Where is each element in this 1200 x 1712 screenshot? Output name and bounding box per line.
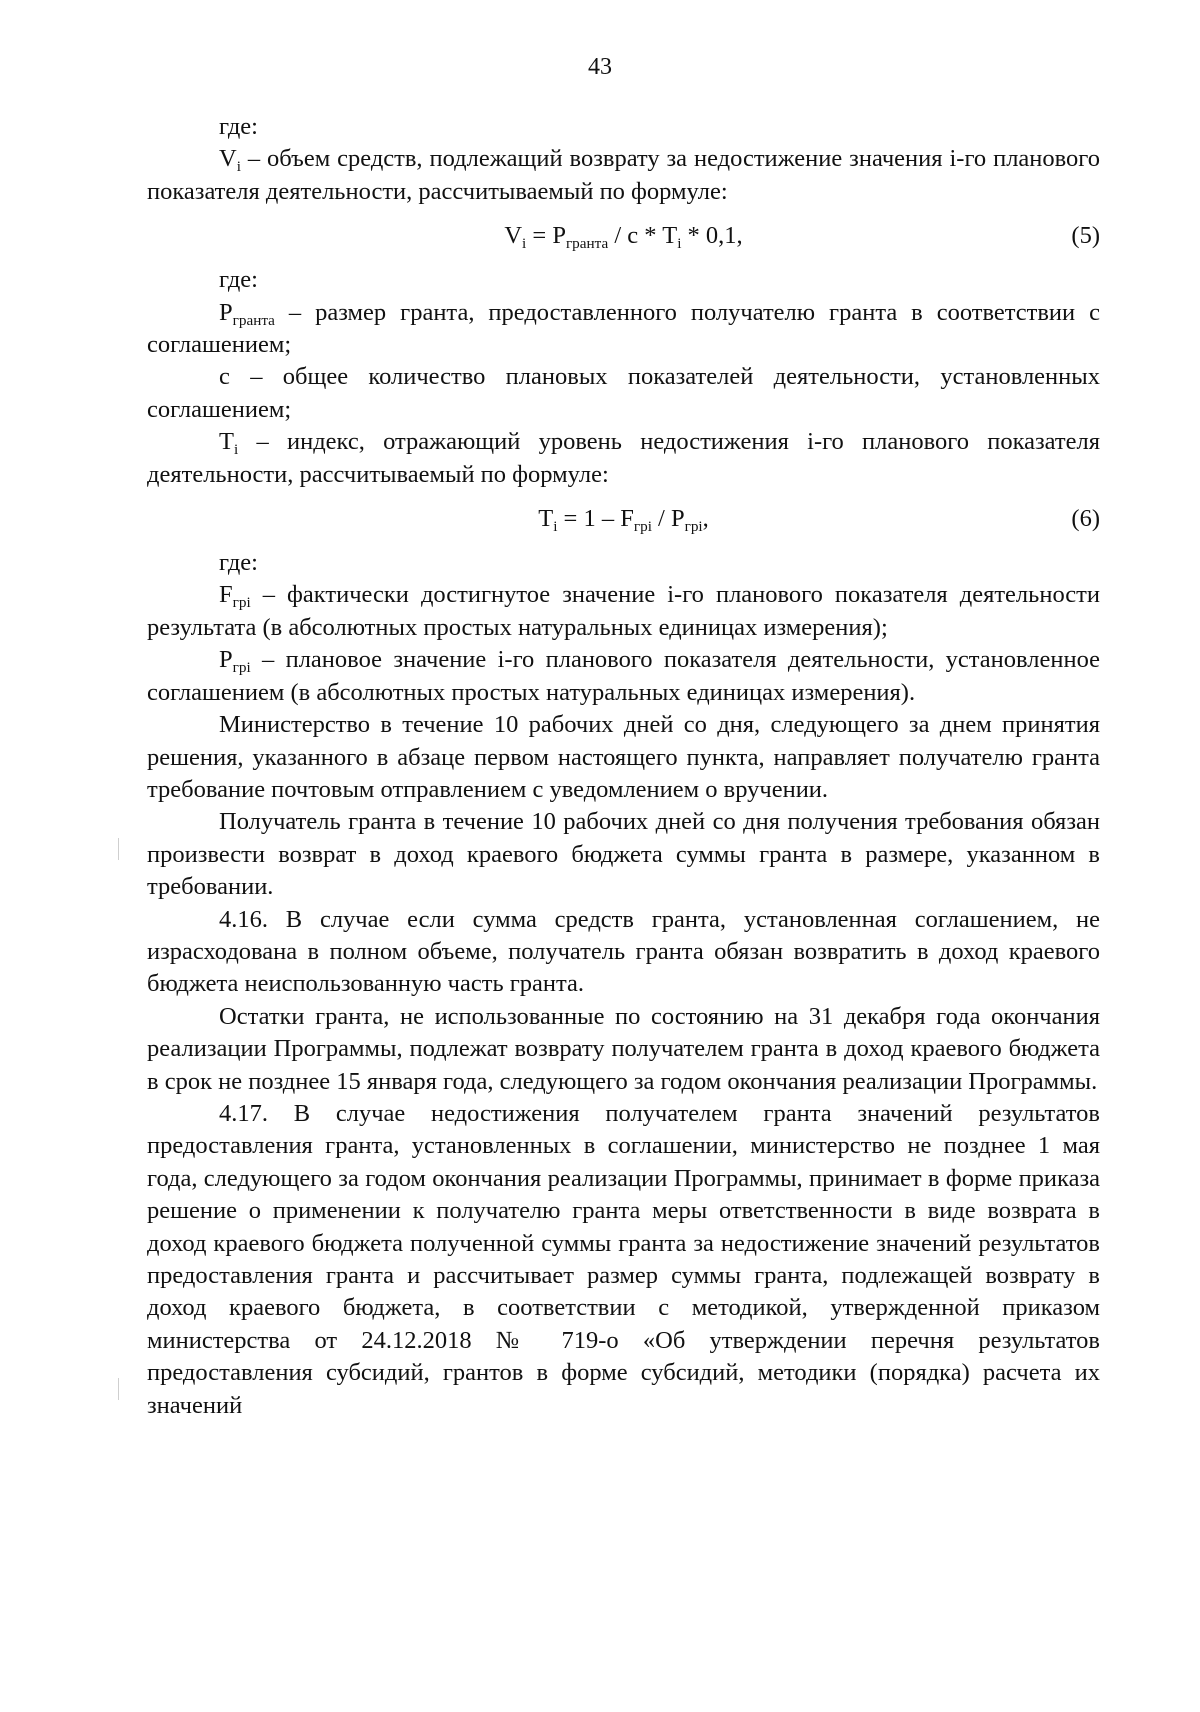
formula-subscript: грi	[684, 517, 703, 535]
formula-part: / P	[651, 505, 685, 533]
formula-expression	[147, 501, 1100, 537]
subscript: i	[233, 441, 239, 459]
paragraph-4-17: 4.17. В случае недостижения получателем гранта значений результатов предоставления гранта, установленных в соглашении, министерство не позднее 1 мая года, следующего за годом окончания реализации Программы, принимает в форме приказа решение о применении к получателю гранта меры ответственности в виде возврата в доход краевого бюджета полученной суммы гранта за недостижение значений результатов предоставления гранта и рассчитывает размер суммы гранта, подлежащей возврату в доход краевого бюджета, в соответствии с методикой, утвержденной приказом министерства от 24.12.2018 № 719-о «Об утверждении перечня результатов предоставления субсидий, грантов в форме субсидий, методики (порядка) расчета их значений	[147, 1099, 1100, 1419]
symbol: P	[219, 298, 233, 326]
formula-number: (5)	[1071, 222, 1100, 250]
formula-part: ,	[702, 505, 709, 533]
definition-fgri	[147, 579, 1100, 644]
formula-part: * 0,1,	[681, 222, 743, 250]
where-label: где:	[219, 113, 258, 140]
definition-pgranta	[147, 297, 1100, 362]
paragraph-ministry-notice: Министерство в течение 10 рабочих дней со дня, следующего за днем принятия решения, указанного в абзаце первом настоящего пункта, направляет получателю гранта требование почтовым отправлением с уведомлением о вручении.	[147, 711, 1100, 803]
formula-6	[147, 501, 1100, 537]
subscript: гранта	[232, 311, 275, 329]
paragraph-recipient-refund: Получатель гранта в течение 10 рабочих дней со дня получения требования обязан произвести возврат в доход краевого бюджета суммы гранта в размере, указанном в требовании.	[147, 808, 1100, 901]
paragraph-4-16: 4.16. В случае если сумма средств гранта, установленная соглашением, не израсходована в полном объеме, получатель гранта обязан возвратить в доход краевого бюджета неиспользованную часть гранта.	[147, 905, 1100, 998]
scan-artifact-mark	[118, 838, 119, 860]
page-number: 43	[588, 54, 612, 80]
definition-pgri	[147, 644, 1100, 709]
subscript: грi	[232, 594, 251, 612]
symbol: T	[219, 428, 234, 456]
formula-part: = P	[526, 222, 566, 250]
where-label: где:	[219, 266, 258, 294]
symbol: P	[219, 646, 233, 674]
subscript: i	[236, 158, 241, 176]
formula-expression	[147, 218, 1100, 254]
paragraph-grant-remains: Остатки гранта, не использованные по состоянию на 31 декабря года окончания реализации Программы, подлежат возврату получателем гранта в доход краевого бюджета в срок не позднее 15 января года, следующего за годом окончания реализации Программы.	[147, 1002, 1100, 1095]
where-label: где:	[219, 549, 258, 577]
definition-text: – индекс, отражающий уровень недостижения i-го планового показателя деятельности, рассчитываемый по формуле:	[147, 428, 1100, 488]
formula-part: / c * T	[608, 222, 678, 250]
formula-subscript: i	[677, 235, 682, 253]
formula-part: V	[504, 222, 523, 250]
document-body	[147, 111, 1100, 1422]
definition-text: – плановое значение i-го планового показателя деятельности, установленное соглашением (в абсолютных простых натуральных единицах измерения).	[147, 646, 1100, 706]
definition-ti	[147, 426, 1100, 491]
formula-number: (6)	[1071, 505, 1100, 533]
formula-part: T	[538, 505, 554, 533]
formula-subscript: грi	[633, 517, 652, 535]
definition-vi	[147, 143, 1100, 208]
formula-subscript: i	[553, 517, 558, 535]
formula-subscript: гранта	[565, 235, 609, 253]
scan-artifact-mark	[118, 1378, 119, 1400]
symbol: V	[219, 145, 237, 173]
definition-text: – фактически достигнутое значение i-го планового показателя деятельности результата (в абсолютных простых натуральных единицах измерения);	[147, 581, 1100, 641]
definition-c: c – общее количество плановых показателей деятельности, установленных соглашением;	[147, 363, 1100, 423]
subscript: грi	[232, 659, 251, 677]
symbol: F	[219, 581, 233, 609]
formula-5	[147, 218, 1100, 254]
formula-subscript: i	[522, 235, 527, 253]
formula-part: = 1 – F	[557, 505, 634, 533]
definition-text: – объем средств, подлежащий возврату за недостижение значения i-го планового показателя деятельности, рассчитываемый по формуле:	[147, 145, 1100, 205]
definition-text: – размер гранта, предоставленного получателю гранта в соответствии с соглашением;	[147, 298, 1100, 359]
